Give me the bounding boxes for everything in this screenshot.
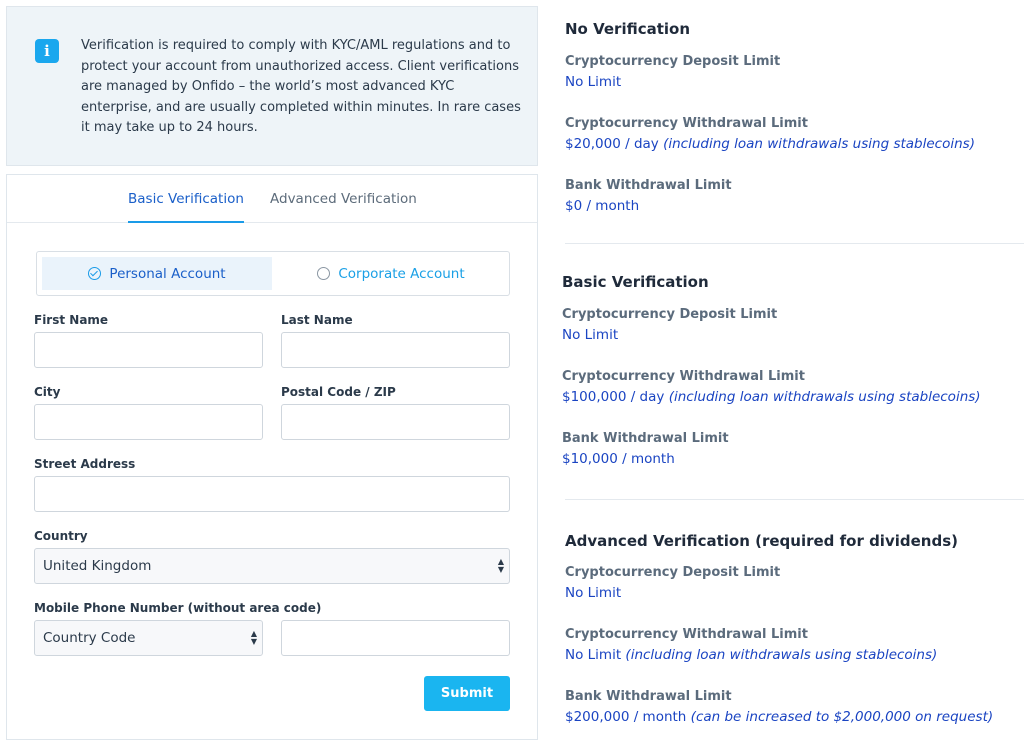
tier-divider: [565, 243, 1024, 244]
limit-label: Cryptocurrency Deposit Limit: [565, 565, 781, 580]
limit-note: (including loan withdrawals using stablecoins): [668, 389, 981, 405]
kyc-info-box: [6, 6, 538, 166]
limit-label: Bank Withdrawal Limit: [565, 178, 732, 193]
limit-value: [562, 451, 675, 467]
country-code-select-value: Country Code: [43, 630, 136, 646]
postal-code-field[interactable]: [281, 404, 510, 440]
limit-value: [562, 327, 618, 343]
select-arrows-icon: ▲ ▼: [250, 629, 258, 646]
street-address-input[interactable]: [35, 477, 509, 511]
phone-number-input[interactable]: [282, 621, 509, 655]
tier-title: Advanced Verification (required for dividends): [565, 532, 958, 550]
limit-amount: $200,000 / month: [565, 709, 687, 725]
limit-value: [565, 136, 975, 152]
limit-label: Cryptocurrency Withdrawal Limit: [565, 116, 808, 131]
limit-value: [565, 74, 621, 90]
limit-note: (can be increased to $2,000,000 on request): [690, 709, 994, 725]
corporate-account-option[interactable]: [277, 257, 505, 290]
limit-amount: No Limit: [562, 327, 619, 343]
limit-note: (including loan withdrawals using stablecoins): [663, 136, 975, 152]
limit-value: [565, 198, 639, 214]
limit-value: [565, 585, 621, 601]
limit-amount: No Limit: [565, 647, 622, 663]
kyc-info-text: Verification is required to comply with KYC/AML regulations and to protect your account from unauthorized access. Client verifications are managed by Onfido – the world’s most advanced KYC enterprise, and are usually completed within minutes. In rare cases it may take up to 24 hours.: [81, 38, 521, 135]
limit-value: [562, 389, 981, 405]
submit-button[interactable]: Submit: [424, 676, 510, 711]
limit-label: Cryptocurrency Withdrawal Limit: [565, 627, 808, 642]
street-address-label: Street Address: [34, 457, 136, 471]
limit-label: Cryptocurrency Withdrawal Limit: [562, 369, 805, 384]
select-arrows-icon: ▲ ▼: [497, 557, 505, 574]
limit-label: Cryptocurrency Deposit Limit: [565, 54, 781, 69]
account-type-toggle: [36, 251, 510, 296]
corporate-account-label: Corporate Account: [338, 265, 465, 282]
country-label: Country: [34, 529, 88, 543]
limit-amount: $20,000 / day: [565, 136, 659, 152]
postal-code-input[interactable]: [282, 405, 509, 439]
limit-amount: $100,000 / day: [562, 389, 665, 405]
limit-amount: $0 / month: [565, 198, 640, 214]
limit-label: Cryptocurrency Deposit Limit: [562, 307, 778, 322]
limit-label: Bank Withdrawal Limit: [565, 689, 732, 704]
info-icon: i: [35, 39, 59, 63]
city-label: City: [34, 385, 61, 399]
limit-amount: No Limit: [565, 585, 622, 601]
first-name-field[interactable]: [34, 332, 263, 368]
phone-number-field[interactable]: [281, 620, 510, 656]
verification-form-panel: [6, 174, 538, 740]
street-address-field[interactable]: [34, 476, 510, 512]
postal-code-label: Postal Code / ZIP: [281, 385, 396, 399]
check-circle-icon: [88, 267, 101, 280]
tab-advanced-verification[interactable]: Advanced Verification: [270, 191, 417, 207]
limit-note: (including loan withdrawals using stablecoins): [625, 647, 938, 663]
city-input[interactable]: [35, 405, 262, 439]
personal-account-label: Personal Account: [109, 265, 226, 282]
city-field[interactable]: [34, 404, 263, 440]
limit-amount: $10,000 / month: [562, 451, 675, 467]
last-name-input[interactable]: [282, 333, 509, 367]
tab-basic-verification[interactable]: Basic Verification: [128, 191, 244, 223]
verification-tabs: [7, 175, 537, 223]
country-select[interactable]: [34, 548, 510, 584]
country-code-select[interactable]: [34, 620, 263, 656]
limit-value: [565, 709, 993, 725]
limit-label: Bank Withdrawal Limit: [562, 431, 729, 446]
tier-title: No Verification: [565, 20, 691, 38]
mobile-phone-label: Mobile Phone Number (without area code): [34, 601, 322, 615]
last-name-label: Last Name: [281, 313, 353, 327]
personal-account-option[interactable]: [42, 257, 272, 290]
limit-value: [565, 647, 937, 663]
tier-title: Basic Verification: [562, 273, 709, 291]
radio-empty-icon: [317, 267, 330, 280]
first-name-label: First Name: [34, 313, 109, 327]
country-select-value: United Kingdom: [43, 558, 152, 574]
limit-amount: No Limit: [565, 74, 622, 90]
tier-divider: [565, 499, 1024, 500]
first-name-input[interactable]: [35, 333, 262, 367]
last-name-field[interactable]: [281, 332, 510, 368]
